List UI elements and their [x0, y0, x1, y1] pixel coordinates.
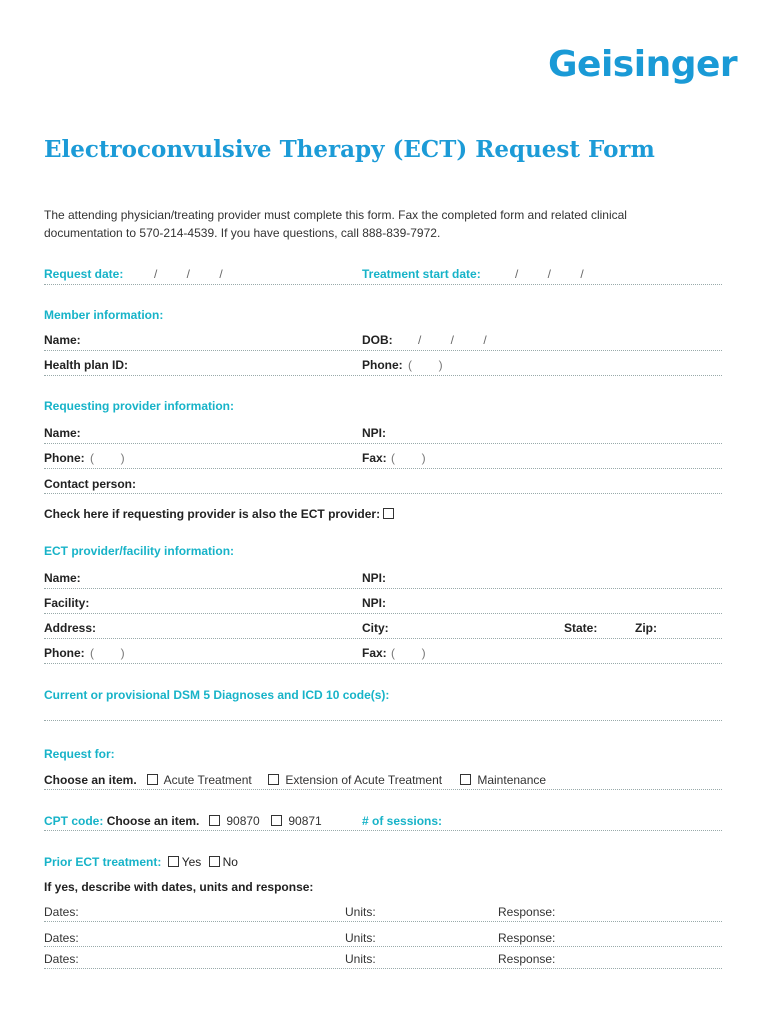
prior-ect-label: Prior ECT treatment: [44, 855, 162, 869]
facility-npi-label: NPI: [362, 596, 386, 610]
dates-label-1: Dates: [44, 905, 79, 919]
req-name-field[interactable] [44, 443, 722, 444]
same-provider-checkbox[interactable] [383, 508, 394, 519]
request-for-line [44, 789, 722, 790]
dates-label-2: Dates: [44, 931, 79, 945]
same-provider-label: Check here if requesting provider is also the ECT provider: [44, 507, 381, 521]
units-label-3: Units: [345, 952, 376, 966]
ect-phone-parens: ( ) [90, 646, 125, 660]
ect-fax-label: Fax: [362, 646, 387, 660]
req-npi-label: NPI: [362, 426, 386, 440]
prior-no-label: No [222, 855, 238, 869]
cpt-90870-checkbox[interactable] [209, 815, 220, 826]
cpt-90871-label: 90871 [288, 814, 322, 828]
cpt-90871-checkbox[interactable] [271, 815, 282, 826]
maintenance-label: Maintenance [477, 773, 547, 787]
ect-name-label: Name: [44, 571, 81, 585]
member-name-field[interactable] [44, 350, 722, 351]
response-label-1: Response: [498, 905, 556, 919]
acute-label: Acute Treatment [163, 773, 252, 787]
city-label: City: [362, 621, 389, 635]
request-date-label: Request date: [44, 267, 124, 281]
req-fax-label: Fax: [362, 451, 387, 465]
ect-fax-parens: ( ) [391, 646, 426, 660]
requesting-provider-header: Requesting provider information: [44, 399, 235, 413]
contact-person-label: Contact person: [44, 477, 137, 491]
prior-row-2-field[interactable] [44, 946, 722, 947]
req-name-label: Name: [44, 426, 81, 440]
req-fax-parens: ( ) [391, 451, 426, 465]
member-name-label: Name: [44, 333, 81, 347]
cpt-row [44, 814, 199, 828]
ect-phone-field[interactable] [44, 663, 722, 664]
cpt-line [44, 830, 722, 831]
treatment-start-slashes: / / / [515, 267, 584, 281]
same-provider-check[interactable] [44, 507, 397, 521]
ect-npi-label: NPI: [362, 571, 386, 585]
prior-ect-row [44, 855, 238, 869]
member-phone-parens: ( ) [408, 358, 443, 372]
address-label: Address: [44, 621, 97, 635]
option-extension[interactable] [268, 773, 442, 787]
response-label-2: Response: [498, 931, 556, 945]
extension-label: Extension of Acute Treatment [285, 773, 443, 787]
extension-checkbox[interactable] [268, 774, 279, 785]
state-label: State: [564, 621, 598, 635]
request-date-slashes: / / / [154, 267, 223, 281]
health-plan-field[interactable] [44, 375, 722, 376]
prior-row-1-field[interactable] [44, 921, 722, 922]
prior-yes-label: Yes [181, 855, 202, 869]
member-phone-label: Phone: [362, 358, 403, 372]
zip-label: Zip: [635, 621, 657, 635]
dob-label: DOB: [362, 333, 393, 347]
cpt-label: CPT code: [44, 814, 104, 828]
req-phone-label: Phone: [44, 451, 85, 465]
units-label-2: Units: [345, 931, 376, 945]
contact-person-field[interactable] [44, 493, 722, 494]
prior-no-checkbox[interactable] [209, 856, 220, 867]
cpt-choose[interactable]: Choose an item. [106, 814, 200, 828]
maintenance-checkbox[interactable] [460, 774, 471, 785]
facility-field[interactable] [44, 613, 722, 614]
ect-name-field[interactable] [44, 588, 722, 589]
req-phone-parens: ( ) [90, 451, 125, 465]
dates-label-3: Dates: [44, 952, 79, 966]
ect-phone-label: Phone: [44, 646, 85, 660]
intro-text: The attending physician/treating provider must complete this form. Fax the completed form and related clinical documentation to 570-214-4539. If you have questions, call 888-839-7972. [44, 208, 627, 240]
diagnoses-header: Current or provisional DSM 5 Diagnoses and ICD 10 code(s): [44, 688, 390, 702]
cpt-option-90870[interactable] [209, 814, 260, 828]
acute-checkbox[interactable] [147, 774, 158, 785]
health-plan-label: Health plan ID: [44, 358, 129, 372]
treatment-start-label: Treatment start date: [362, 267, 481, 281]
request-date-field[interactable] [44, 284, 722, 285]
response-label-3: Response: [498, 952, 556, 966]
prior-row-3-field[interactable] [44, 968, 722, 969]
page-title: Electroconvulsive Therapy (ECT) Request Form [44, 136, 655, 163]
prior-yes-checkbox[interactable] [168, 856, 179, 867]
if-yes-label: If yes, describe with dates, units and response: [44, 880, 314, 894]
req-phone-field[interactable] [44, 468, 722, 469]
option-maintenance[interactable] [460, 773, 546, 787]
request-for-choose[interactable]: Choose an item. [44, 773, 137, 787]
sessions-label: # of sessions: [362, 814, 443, 828]
request-for-header: Request for: [44, 747, 115, 761]
address-field[interactable] [44, 638, 722, 639]
cpt-90870-label: 90870 [226, 814, 260, 828]
member-info-header: Member information: [44, 308, 164, 322]
dob-slashes: / / / [418, 333, 487, 347]
cpt-option-90871[interactable] [271, 814, 322, 828]
facility-label: Facility: [44, 596, 90, 610]
option-acute[interactable] [147, 773, 252, 787]
ect-provider-header: ECT provider/facility information: [44, 544, 235, 558]
geisinger-logo: Geisinger [548, 44, 738, 85]
diagnoses-field[interactable] [44, 720, 722, 721]
units-label-1: Units: [345, 905, 376, 919]
